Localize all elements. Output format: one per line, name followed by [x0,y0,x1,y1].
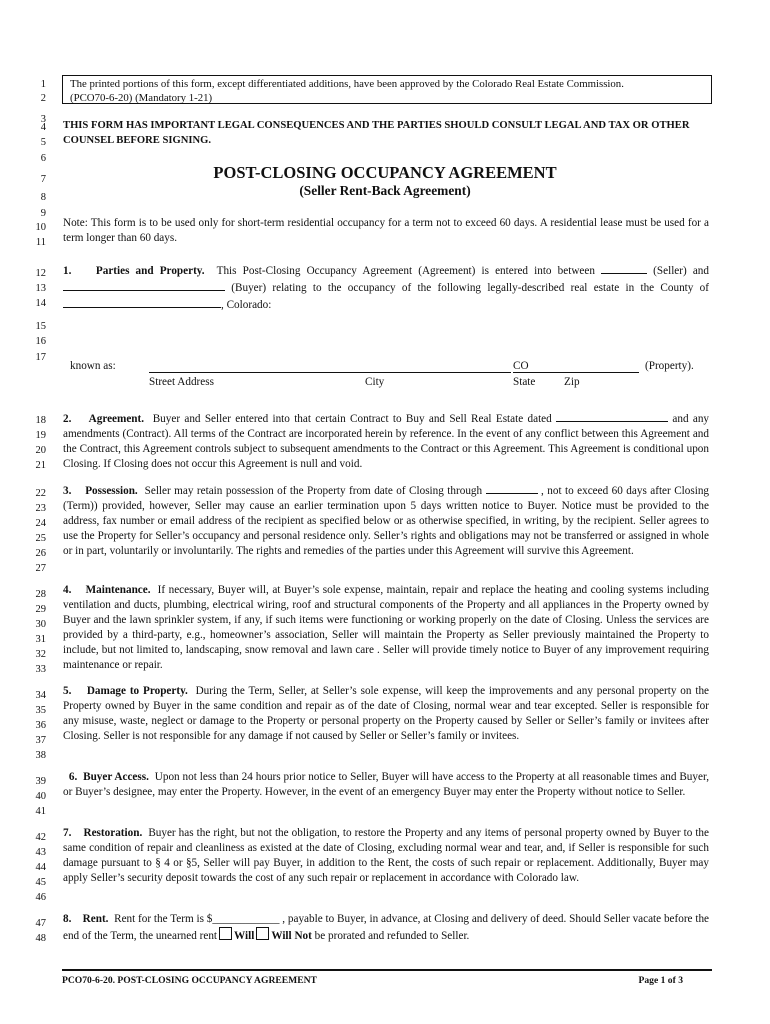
will-label: Will [234,930,255,942]
section-5-damage-to-property [63,684,709,744]
line-number: 2 [40,93,46,104]
section-text: , Colorado: [221,299,272,311]
section-text: Buyer has the right, but not the obligation, to restore the Property and any items of personal property owned by Buyer to the same condition of repair and cleanliness as existed at the date of Closing, excluding normal wear and tear, and, if Seller is responsible for such damage pursuant to § 4 or §5, Seller will pay Buyer, in addition to the Rent, the costs of such repair or replacement. Additionally, Buyer may apply Seller’s security deposit towards the cost of any such repair or replacement in accordance with Colorado law. [63,827,709,884]
document-subtitle: (Seller Rent-Back Agreement) [299,183,471,198]
section-heading: Maintenance. [85,584,151,596]
section-number: 7. [63,827,72,839]
section-number: 2. [63,413,72,425]
line-number: 38 [35,750,46,761]
line-number: 8 [40,192,46,203]
line-number: 24 [35,518,46,529]
property-address-row [63,360,713,392]
line-number: 11 [35,237,46,248]
line-number: 29 [35,604,46,615]
line-number: 14 [35,298,46,309]
section-text: Upon not less than 24 hours prior notice to Seller, Buyer will have access to the Property at all reasonable times and Buyer, or Buyer’s designee, may enter the Property. However, in the event of an emergency Buyer may enter the Property without notice to Seller. [63,771,710,798]
property-label: (Property). [645,360,694,372]
line-number: 28 [35,589,46,600]
line-number: 47 [35,918,46,929]
buyer-name-field[interactable] [63,279,225,291]
section-text: and any amendments (Contract). All terms of the Contract are incorporated herein by reference. In the event of any conflict between this Agreement and the Contract, this Agreement controls subject to subsequent amendments to the Contract or this Agreement. This Agreement is conditional upon Closing. If Closing does not occur this Agreement is null and void. [63,413,710,470]
line-number: 30 [35,619,46,630]
line-number: 23 [35,503,46,514]
line-number: 22 [35,488,46,499]
zip-field[interactable] [513,372,639,373]
line-number: 33 [35,664,46,675]
line-number: 35 [35,705,46,716]
line-number: 45 [35,877,46,888]
section-heading: Damage to Property. [86,685,188,697]
will-checkbox[interactable] [219,927,232,940]
possession-end-date-field[interactable] [486,482,538,494]
section-text: , not to exceed 60 days after Closing (Term)) provided, however, Seller may cause an earlier termination upon 5 days written notice to Buyer. Notice must be provided to the address, fax number or email address of the recipient as specified below or as otherwise specified, in writing, by the recipient. Seller agrees to use the Property for Seller’s occupancy and personal residence only. Seller’s rights and obligations may not be transferred or assigned in whole or in part, voluntarily or involuntarily. The rights and remedies of the parties under this Agreement will survive this Agreement. [63,485,710,557]
zip-caption: Zip [564,376,580,388]
line-number: 20 [35,445,46,456]
line-number: 9 [40,208,46,219]
section-2-agreement [63,410,709,472]
line-number: 26 [35,548,46,559]
section-heading: Buyer Access. [83,771,149,783]
section-text: be prorated and refunded to Seller. [314,930,470,942]
footer-divider [62,969,712,971]
section-4-maintenance [63,583,709,673]
footer-page-number: Page 1 of 3 [638,975,683,986]
line-number: 32 [35,649,46,660]
line-number: 36 [35,720,46,731]
section-heading: Restoration. [83,827,143,839]
section-1-parties-and-property [63,262,709,313]
line-number: 39 [35,776,46,787]
line-number: 12 [35,268,46,279]
contract-date-field[interactable] [556,410,668,422]
line-number: 6 [40,153,46,164]
line-number: 27 [35,563,46,574]
line-number: 46 [35,892,46,903]
line-number: 7 [40,174,46,185]
line-number: 40 [35,791,46,802]
section-number: 4. [63,584,72,596]
section-text: (Seller) and [653,265,709,277]
section-text: Seller may retain possession of the Property from date of Closing through [144,485,483,497]
line-number: 15 [35,321,46,332]
line-number: 3 [40,114,46,125]
line-number: 1 [40,79,46,90]
footer-form-id: PCO70-6-20. POST-CLOSING OCCUPANCY AGREEMENT [62,975,317,986]
line-number: 31 [35,634,46,645]
section-text: If necessary, Buyer will, at Buyer’s sole expense, maintain, repair and replace the heating and cooling systems including ventilation and ducts, plumbing, electrical wiring, roof and structural components of the Property and all appliances in the Property owned by Buyer and the lawn sprinkler system, if any, if such items were functioning or working properly on the date of Closing. Unless the services are provided by a third-party, e.g., homeowner’s association, Seller will maintain the Property as Seller previously maintained the Property to include, but not limited to, landscaping, snow removal and lawn care . Seller will provide timely notice to Buyer of any improvement requiring maintenance or repair. [63,584,710,671]
line-number: 21 [35,460,46,471]
section-number: 6. [68,771,78,783]
section-heading: Rent. [82,913,109,925]
usage-note-text: Note: This form is to be used only for short-term residential occupancy for a term not to exceed 60 days. A residential lease must be used for a term longer than 60 days. [63,217,709,244]
line-number: 18 [35,415,46,426]
seller-name-field[interactable] [601,262,647,274]
section-3-possession [63,482,709,559]
section-heading: Parties and Property. [95,265,205,277]
line-number: 44 [35,862,46,873]
section-6-buyer-access [63,770,709,800]
line-number: 4 [40,122,46,133]
line-number: 34 [35,690,46,701]
approval-notice-line-1: The printed portions of this form, except differentiated additions, have been approved by the Colorado Real Estate Commission. [70,78,624,90]
county-field[interactable] [63,296,221,308]
section-number: 8. [63,913,72,925]
approval-notice-box [62,75,712,104]
section-7-restoration [63,826,709,886]
line-number: 41 [35,806,46,817]
usage-note [63,216,709,246]
will-not-label: Will Not [271,930,312,942]
section-text: This Post-Closing Occupancy Agreement (Agreement) is entered into between [216,265,595,277]
line-number: 42 [35,832,46,843]
document-title: POST-CLOSING OCCUPANCY AGREEMENT [213,163,557,182]
legal-warning: THIS FORM HAS IMPORTANT LEGAL CONSEQUENCES AND THE PARTIES SHOULD CONSULT LEGAL AND TAX OR OTHER COUNSEL BEFORE SIGNING. [63,120,690,146]
approval-notice-line-2: (PCO70-6-20) (Mandatory 1-21) [70,92,213,104]
section-8-rent [63,912,709,944]
section-number: 5. [63,685,72,697]
state-value: CO [513,360,529,372]
section-text: Rent for the Term is $____________ , payable to Buyer, in advance, at Closing and delivery of deed. Should Seller vacate before the end of the Term, the unearned rent [63,913,710,942]
section-heading: Agreement. [88,413,145,425]
section-number: 3. [63,485,72,497]
state-caption: State [513,376,536,388]
section-text: (Buyer) relating to the occupancy of the following legally-described real estate in the County of [231,282,709,294]
line-number: 19 [35,430,46,441]
section-text: During the Term, Seller, at Seller’s sole expense, will keep the improvements and any personal property on the Property owned by Buyer in the same condition and repair as of the date of Closing, normal wear and tear excepted. Seller is responsible for any misuse, waste, neglect or damage to the Property or personal property on the Property caused by Seller or Seller’s family or invitees after Closing. Seller is not responsible for any damage if not caused by Seller or Seller’s family or invitees. [63,685,710,742]
line-number: 10 [35,222,46,233]
section-number: 1. [63,265,72,277]
line-number: 17 [35,352,46,363]
known-as-label: known as: [70,360,116,372]
line-number: 5 [40,137,46,148]
line-number: 48 [35,933,46,944]
line-number: 13 [35,283,46,294]
line-number: 37 [35,735,46,746]
street-address-caption: Street Address [149,376,214,388]
line-number: 25 [35,533,46,544]
street-city-field[interactable] [149,372,511,373]
will-not-checkbox[interactable] [256,927,269,940]
section-heading: Possession. [85,485,138,497]
section-text: Buyer and Seller entered into that certain Contract to Buy and Sell Real Estate dated [152,413,552,425]
line-number: 16 [35,336,46,347]
line-number: 43 [35,847,46,858]
city-caption: City [365,376,385,388]
